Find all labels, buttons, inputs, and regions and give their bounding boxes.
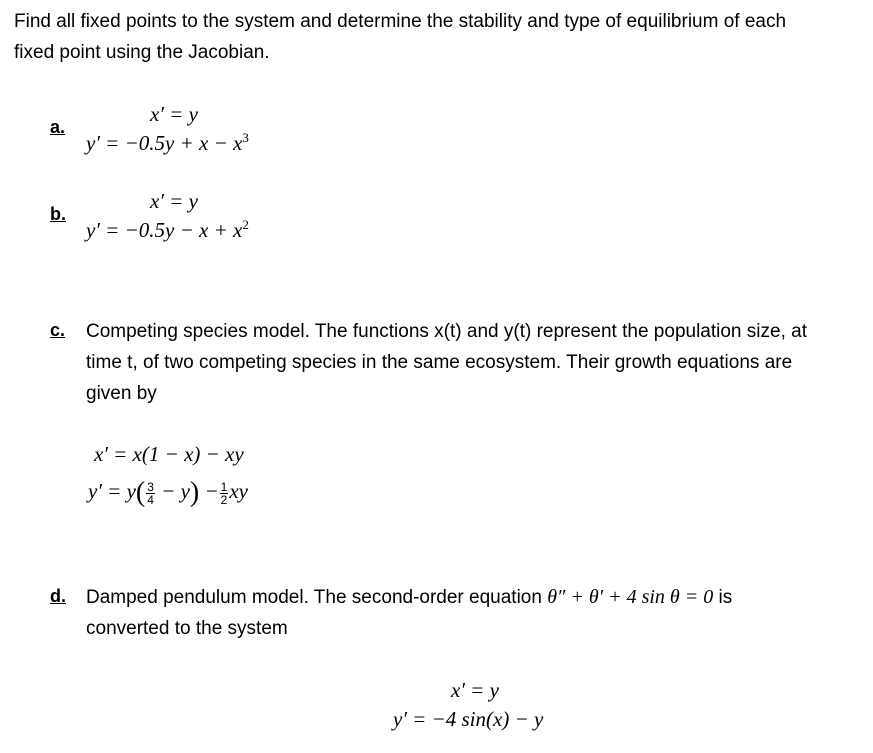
part-c-text-line-2: time t, of two competing species in the same ecosystem. Their growth equations are [86,352,793,373]
part-a-equation-2: $y' = -0.5y + x - x^3$ [86,130,249,155]
part-b-label: b. [50,204,66,224]
part-c-text-line-3: given by [86,383,157,404]
fraction-three-quarters: $\frac{3}{4}$ [147,479,154,507]
part-b-equation-1: x′ = y [150,189,198,213]
part-c-label: c. [50,320,66,340]
part-d-text-line-1: Damped pendulum model. The second-order equation θ″ + θ′ + 4 sin θ = 0 is [86,586,733,608]
part-c-equation-2: y′ = y( $\frac{3}{4}$ − y) − $\frac{1}{2}$ xy [88,477,249,508]
part-d-label: d. [50,586,66,606]
part-d-equation-1: x′ = y [451,678,499,702]
part-d-text-line-2: converted to the system [86,618,288,639]
fraction-one-half: $\frac{1}{2}$ [220,479,228,507]
part-d-equation-2: y′ = −4 sin(x) − y [393,707,544,731]
instruction-line-2: fixed point using the Jacobian. [14,42,270,63]
pendulum-equation: θ″ + θ′ + 4 sin θ = 0 [547,586,714,608]
instruction-line-1: Find all fixed points to the system and determine the stability and type of equilibrium of each [14,11,787,32]
part-c-equation-1: x′ = x(1 − x) − xy [94,442,244,466]
part-c-text-line-1: Competing species model. The functions x(t) and y(t) represent the population size, at [86,321,807,342]
part-a-label: a. [50,117,66,137]
part-b-equation-2: $y' = -0.5y - x + x^2$ [86,217,249,242]
part-a-equation-1: x′ = y [150,102,198,126]
